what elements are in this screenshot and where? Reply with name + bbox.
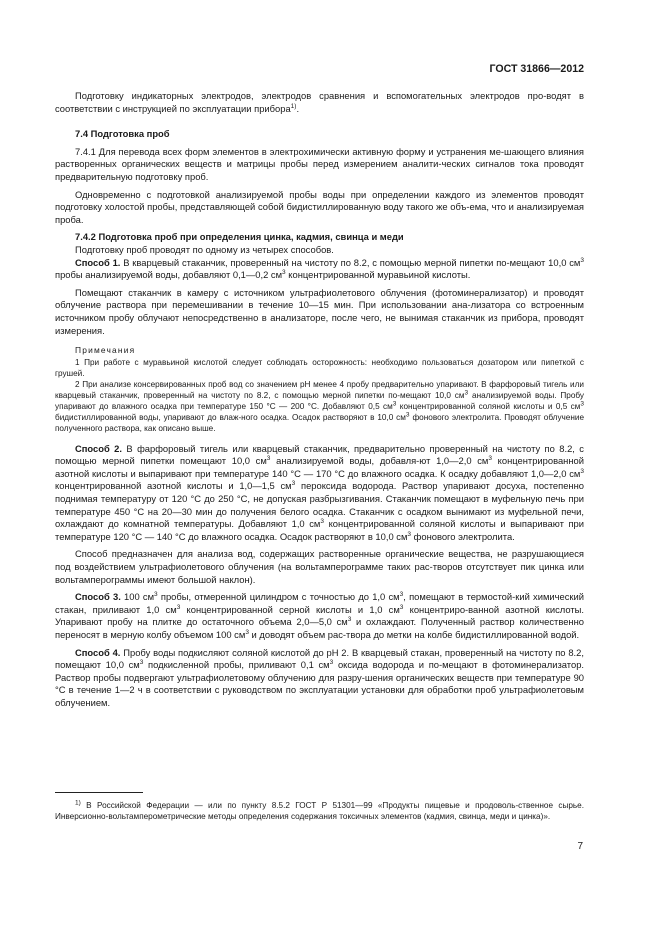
footnote-divider [55, 792, 143, 793]
method-1-label: Способ 1. [75, 256, 121, 268]
standard-number: ГОСТ 31866—2012 [489, 63, 584, 75]
method-3-label: Способ 3. [75, 591, 121, 603]
footnote-mark: 1) [75, 799, 81, 807]
paragraph-blank-sample: Одновременно с подготовкой анализируемой пробы воды при определении каждого из элементов проводят подготовку холостой пробы, представляющей собой бидистиллированную воду такого же объ-ема, что и анализируемая проба. [55, 188, 584, 225]
page-number: 7 [577, 841, 583, 852]
method-2-purpose-paragraph: Способ предназначен для анализа вод, содержащих растворенные органические вещества, не разрушающиеся под воздействием ультрафиолетового облучения (на вольтамперограмме таких рас-творов отсутствует пик цинка или вольтамперограммы имеют большой наклон). [55, 548, 584, 585]
note-2: 2 При анализе консервированных проб вод со значением pH менее 4 пробу предварительно упаривают. В фарфоровый тигель или кварцевый стаканчик, проверенный на чистоту по 8.2, с помощью мерной пипетки по-мещают 10,0 $см^3$ анализируемой воды. Пробу упаривают до влажного осадка при температуре 150 °С — 200 °С. Добавляют 0,5 $см^3$ концентрированной соляной кислоты и 0,5 $см^3$ бидистиллированной воды, упаривают до влаж-ного осадка. Осадок растворяют в 10,0 $см^3$ фонового электролита. Проводят облучение полученного раствора, как описано выше. [55, 379, 585, 433]
method-4-label: Способ 4. [75, 646, 121, 658]
method-2-paragraph: Способ 2. В фарфоровый тигель или кварцевый стаканчик, предварительно проверенный на чистоту по 8.2, с помощью мерной пипетки помещают 10,0 $см^3$ анализируемой воды, добавля-ют 1,0—2,0 $см^3$ концентрированной азотной кислоты и выпаривают при температуре 140 °С — 170 °С до влажного осадка. К осадку добавляют 1,0—2,0 $см^3$ концентрированной азотной кислоты и 1,0—1,5 $см^3$ пероксида водорода. Раствор упаривают досуха, постепенно поднимая температуру от 120 °С до 250 °С, не допуская разбрызгивания. Стаканчик помещают в муфельную печь при температуре 450 °С на 20—30 мин до получения белого осадка. Стаканчик с осадком вынимают из муфельной печи, охлаждают до комнатной температуры. Добавляют 1,0 $см^3$ концентрированной соляной кислоты и выпаривают при температуре 120 °С — 140 °С до влажного осадка. Осадок растворяют в 10,0 $см^3$ фонового электролита. [55, 442, 585, 542]
method-1-paragraph: Способ 1. В кварцевый стаканчик, проверенный на чистоту по 8.2, с помощью мерной пипетки по-мещают 10,0 $см^3$ пробы анализируемой воды, добавляют 0,1—0,2 $см^3$ концентрированной муравьиной кислоты. [55, 256, 584, 281]
paragraph-7-4-1: 7.4.1 Для перевода всех форм элементов в электрохимически активную форму и устранения ме-шающего влияния растворенных органических веществ и матрицы пробы перед измерением аналити-ческих сигналов тока проводят предварительную подготовку проб. [55, 145, 584, 182]
page-body [55, 90, 584, 710]
section-heading-7-4: 7.4 Подготовка проб [75, 128, 170, 140]
footnote-ref[interactable]: 1) [290, 102, 297, 110]
method-3-paragraph: Способ 3. 100 $см^3$ пробы, отмеренной цилиндром с точностью до 1,0 $см^3$, помещают в термостой-кий химический стакан, приливают 1,0 $см^3$ концентрированной серной кислоты и 1,0 $см^3$ концентриро-ванной азотной кислоты. Упаривают пробу на плитке до остаточного объема 2,0—5,0 $см^3$ и охлаждают. Полученный раствор количественно переносят в мерную колбу объемом 100 $см^3$ и доводят объем рас-твора до метки на колбе бидистиллированной водой. [55, 591, 584, 640]
method-4-paragraph: Способ 4. Пробу воды подкисляют соляной кислотой до pH 2. В кварцевый стакан, проверенный на чистоту по 8.2, помещают 10,0 $см^3$ подкисленной пробы, приливают 0,1 $см^3$ оксида водорода и по-мещают в фотоминерализатор. Раствор пробы подвергают ультрафиолетовому облучению для разру-шения органических веществ при температуре 90 °С в течение 1—2 ч в соответствии с руководством по эксплуатации установки для обработки проб ультрафиолетовым облучением. [55, 646, 585, 708]
paragraph-methods-intro: Подготовку проб проводят по одному из четырех способов. [75, 243, 334, 255]
subsection-heading-7-4-2: 7.4.2 Подготовка проб при определения цинка, кадмия, свинца и меди [75, 231, 404, 243]
intro-paragraph: Подготовку индикаторных электродов, электродов сравнения и вспомогательных электродов про-водят в соответствии с инструкцией по эксплуатации прибора$^{1)}$. [55, 90, 584, 114]
method-2-label: Способ 2. [75, 442, 122, 454]
notes-title: Примечания [75, 345, 136, 356]
note-1: 1 При работе с муравьиной кислотой следует соблюдать осторожность: необходимо пользоваться дозатором или пипеткой с грушей. [55, 357, 584, 378]
method-1-uv-paragraph: Помещают стаканчик в камеру с источником ультрафиолетового облучения (фотоминерализатор) и проводят облучение раствора при перемешивании в течение 10—15 мин. При использовании ана-лизатора со встроенным источником пробу облучают непосредственно в анализаторе, после чего, не вынимая стаканчик из прибора, проводят измерения. [55, 286, 584, 336]
footnote: $^{1)}$ В Российской Федерации — или по пункту 8.5.2 ГОСТ Р 51301—99 «Продукты пищевые и продоволь-ственное сырье. Инверсионно-вольтамперометрические методы определения содержания токсичных элементов (кадмия, свинца, меди и цинка)». [55, 799, 584, 821]
